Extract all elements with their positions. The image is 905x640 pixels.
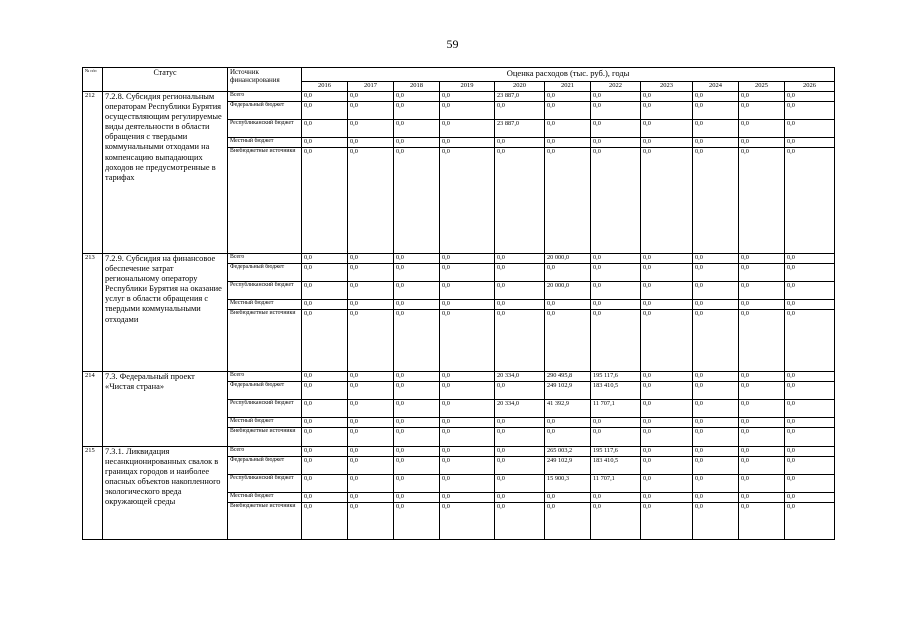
amount-cell: 23 887,0 [495,92,545,102]
amount-cell: 0,0 [348,120,394,138]
funding-source: Всего [228,372,302,382]
amount-cell: 0,0 [348,254,394,264]
amount-cell: 0,0 [394,400,440,418]
header-year: 2019 [440,82,495,92]
amount-cell: 0,0 [302,428,348,447]
amount-cell: 0,0 [693,447,739,457]
amount-cell: 0,0 [302,447,348,457]
amount-cell: 0,0 [440,503,495,540]
amount-cell: 0,0 [348,382,394,400]
amount-cell: 0,0 [394,372,440,382]
amount-cell: 11 707,1 [591,400,641,418]
amount-cell: 0,0 [785,493,835,503]
row-number: 212 [83,92,103,254]
amount-cell: 0,0 [394,92,440,102]
funding-source: Федеральный бюджет [228,457,302,475]
amount-cell: 0,0 [739,254,785,264]
amount-cell: 0,0 [739,148,785,254]
amount-cell: 0,0 [440,372,495,382]
amount-cell: 0,0 [693,372,739,382]
header-year: 2018 [394,82,440,92]
header-row [83,68,835,82]
amount-cell: 0,0 [785,92,835,102]
funding-source: Федеральный бюджет [228,264,302,282]
funding-source: Внебюджетные источники [228,148,302,254]
amount-cell: 0,0 [348,264,394,282]
header-estimate: Оценка расходов (тыс. руб.), годы [302,68,835,82]
row-number: 213 [83,254,103,372]
amount-cell: 0,0 [693,310,739,372]
amount-cell: 0,0 [591,418,641,428]
amount-cell: 0,0 [440,418,495,428]
amount-cell: 0,0 [693,457,739,475]
amount-cell: 15 900,3 [545,475,591,493]
amount-cell: 0,0 [591,282,641,300]
amount-cell: 20 000,0 [545,254,591,264]
funding-source: Местный бюджет [228,418,302,428]
amount-cell: 0,0 [739,447,785,457]
amount-cell: 0,0 [641,400,693,418]
amount-cell: 0,0 [641,493,693,503]
amount-cell: 0,0 [545,264,591,282]
amount-cell: 0,0 [440,102,495,120]
amount-cell: 11 707,1 [591,475,641,493]
amount-cell: 0,0 [302,254,348,264]
page-number: 59 [446,37,459,51]
amount-cell: 0,0 [440,254,495,264]
amount-cell: 0,0 [495,282,545,300]
amount-cell: 0,0 [495,382,545,400]
table-body [83,92,835,540]
amount-cell: 183 410,5 [591,382,641,400]
amount-cell: 0,0 [785,300,835,310]
amount-cell: 0,0 [348,447,394,457]
amount-cell: 0,0 [545,310,591,372]
amount-cell: 0,0 [394,475,440,493]
amount-cell: 0,0 [785,428,835,447]
amount-cell: 0,0 [348,102,394,120]
amount-cell: 195 117,6 [591,372,641,382]
amount-cell: 0,0 [495,493,545,503]
table-row [83,372,835,382]
amount-cell: 0,0 [394,503,440,540]
amount-cell: 0,0 [591,148,641,254]
amount-cell: 0,0 [302,400,348,418]
amount-cell: 0,0 [641,300,693,310]
amount-cell: 0,0 [440,457,495,475]
amount-cell: 0,0 [495,300,545,310]
amount-cell: 0,0 [739,382,785,400]
amount-cell: 0,0 [302,493,348,503]
amount-cell: 249 102,9 [545,382,591,400]
header-year: 2016 [302,82,348,92]
amount-cell: 0,0 [693,418,739,428]
amount-cell: 0,0 [394,254,440,264]
amount-cell: 0,0 [591,102,641,120]
amount-cell: 0,0 [302,264,348,282]
amount-cell: 0,0 [440,382,495,400]
amount-cell: 0,0 [440,92,495,102]
amount-cell: 0,0 [641,503,693,540]
funding-source: Внебюджетные источники [228,428,302,447]
amount-cell: 0,0 [440,282,495,300]
amount-cell: 0,0 [693,254,739,264]
amount-cell: 0,0 [591,138,641,148]
amount-cell: 0,0 [394,428,440,447]
amount-cell: 0,0 [739,372,785,382]
funding-source: Всего [228,92,302,102]
amount-cell: 0,0 [739,120,785,138]
amount-cell: 0,0 [693,264,739,282]
amount-cell: 0,0 [495,428,545,447]
header-year: 2025 [739,82,785,92]
amount-cell: 0,0 [348,92,394,102]
table-row [83,254,835,264]
amount-cell: 0,0 [302,475,348,493]
amount-cell: 0,0 [693,120,739,138]
header-num: № п/п [83,68,103,92]
amount-cell: 0,0 [693,382,739,400]
amount-cell: 0,0 [545,102,591,120]
funding-source: Республиканский бюджет [228,400,302,418]
amount-cell: 0,0 [641,102,693,120]
amount-cell: 0,0 [641,254,693,264]
amount-cell: 0,0 [440,300,495,310]
amount-cell: 0,0 [394,310,440,372]
amount-cell: 0,0 [591,300,641,310]
amount-cell: 0,0 [641,457,693,475]
amount-cell: 0,0 [495,447,545,457]
amount-cell: 0,0 [591,254,641,264]
amount-cell: 0,0 [545,428,591,447]
amount-cell: 0,0 [739,264,785,282]
amount-cell: 0,0 [641,120,693,138]
amount-cell: 0,0 [785,282,835,300]
amount-cell: 0,0 [739,92,785,102]
amount-cell: 41 392,9 [545,400,591,418]
amount-cell: 0,0 [693,282,739,300]
row-number: 214 [83,372,103,447]
amount-cell: 0,0 [785,447,835,457]
amount-cell: 0,0 [394,382,440,400]
amount-cell: 0,0 [641,148,693,254]
amount-cell: 0,0 [785,138,835,148]
amount-cell: 0,0 [394,120,440,138]
amount-cell: 0,0 [693,148,739,254]
amount-cell: 0,0 [785,382,835,400]
amount-cell: 0,0 [545,300,591,310]
amount-cell: 0,0 [641,138,693,148]
amount-cell: 0,0 [495,418,545,428]
row-status: 7.3. Федеральный проект «Чистая страна» [103,372,228,447]
amount-cell: 290 495,8 [545,372,591,382]
amount-cell: 0,0 [348,418,394,428]
amount-cell: 0,0 [394,138,440,148]
amount-cell: 0,0 [348,428,394,447]
amount-cell: 0,0 [693,475,739,493]
amount-cell: 0,0 [545,120,591,138]
amount-cell: 0,0 [739,428,785,447]
amount-cell: 20 000,0 [545,282,591,300]
amount-cell: 0,0 [641,310,693,372]
amount-cell: 0,0 [348,457,394,475]
amount-cell: 0,0 [348,503,394,540]
amount-cell: 0,0 [348,475,394,493]
header-year: 2026 [785,82,835,92]
amount-cell: 0,0 [348,400,394,418]
amount-cell: 0,0 [302,92,348,102]
amount-cell: 0,0 [302,300,348,310]
amount-cell: 0,0 [591,493,641,503]
amount-cell: 0,0 [641,418,693,428]
funding-source: Всего [228,254,302,264]
funding-source: Местный бюджет [228,138,302,148]
amount-cell: 0,0 [495,264,545,282]
amount-cell: 0,0 [545,92,591,102]
amount-cell: 0,0 [641,264,693,282]
amount-cell: 0,0 [739,418,785,428]
funding-source: Внебюджетные источники [228,310,302,372]
amount-cell: 0,0 [302,503,348,540]
amount-cell: 0,0 [739,400,785,418]
funding-source: Федеральный бюджет [228,102,302,120]
amount-cell: 0,0 [495,503,545,540]
amount-cell: 0,0 [440,428,495,447]
header-year: 2021 [545,82,591,92]
amount-cell: 0,0 [302,282,348,300]
amount-cell: 0,0 [495,310,545,372]
header-year: 2022 [591,82,641,92]
amount-cell: 0,0 [641,372,693,382]
amount-cell: 0,0 [302,457,348,475]
amount-cell: 0,0 [739,493,785,503]
header-year: 2023 [641,82,693,92]
header-year: 2017 [348,82,394,92]
amount-cell: 0,0 [739,102,785,120]
amount-cell: 0,0 [394,457,440,475]
amount-cell: 0,0 [739,138,785,148]
amount-cell: 0,0 [785,254,835,264]
funding-source: Республиканский бюджет [228,282,302,300]
amount-cell: 0,0 [302,372,348,382]
amount-cell: 0,0 [440,475,495,493]
amount-cell: 0,0 [785,310,835,372]
amount-cell: 183 410,5 [591,457,641,475]
amount-cell: 0,0 [495,457,545,475]
amount-cell: 0,0 [693,138,739,148]
amount-cell: 0,0 [693,92,739,102]
header-source: Источник финансирования [228,68,302,92]
amount-cell: 0,0 [693,493,739,503]
amount-cell: 0,0 [545,493,591,503]
amount-cell: 0,0 [591,92,641,102]
amount-cell: 0,0 [302,382,348,400]
table-row [83,447,835,457]
amount-cell: 0,0 [693,102,739,120]
funding-source: Федеральный бюджет [228,382,302,400]
amount-cell: 0,0 [348,493,394,503]
header-status: Статус [103,68,228,92]
amount-cell: 20 334,0 [495,400,545,418]
amount-cell: 0,0 [440,447,495,457]
amount-cell: 0,0 [641,428,693,447]
amount-cell: 0,0 [394,102,440,120]
funding-source: Всего [228,447,302,457]
amount-cell: 0,0 [348,310,394,372]
amount-cell: 0,0 [302,148,348,254]
amount-cell: 0,0 [394,264,440,282]
header-year: 2020 [495,82,545,92]
amount-cell: 0,0 [440,493,495,503]
funding-source: Внебюджетные источники [228,503,302,540]
amount-cell: 0,0 [394,148,440,254]
amount-cell: 0,0 [495,475,545,493]
amount-cell: 0,0 [495,138,545,148]
amount-cell: 0,0 [440,148,495,254]
amount-cell: 265 003,2 [545,447,591,457]
amount-cell: 0,0 [440,310,495,372]
amount-cell: 0,0 [545,418,591,428]
amount-cell: 0,0 [785,400,835,418]
amount-cell: 0,0 [641,447,693,457]
amount-cell: 0,0 [394,300,440,310]
funding-source: Местный бюджет [228,493,302,503]
amount-cell: 20 334,0 [495,372,545,382]
header-year: 2024 [693,82,739,92]
amount-cell: 0,0 [641,475,693,493]
amount-cell: 0,0 [591,428,641,447]
row-status: 7.2.8. Субсидия региональным операторам Республики Бурятия осуществляющим регулируемые виды деятельности в области обращения с твердыми коммунальными отходами на компенсацию выпадающих доходов не предусмотренные в тарифах [103,92,228,254]
amount-cell: 0,0 [641,282,693,300]
amount-cell: 0,0 [440,138,495,148]
amount-cell: 0,0 [394,493,440,503]
amount-cell: 0,0 [302,120,348,138]
amount-cell: 0,0 [693,503,739,540]
amount-cell: 249 102,9 [545,457,591,475]
amount-cell: 195 117,6 [591,447,641,457]
amount-cell: 0,0 [495,148,545,254]
budget-table [82,67,835,540]
amount-cell: 0,0 [739,457,785,475]
amount-cell: 0,0 [785,503,835,540]
amount-cell: 0,0 [440,400,495,418]
row-status: 7.2.9. Субсидия на финансовое обеспечение затрат региональному оператору Республики Бурятия на оказание услуг в области обращения с твердыми коммунальными отходами [103,254,228,372]
row-number: 215 [83,447,103,540]
amount-cell: 0,0 [545,138,591,148]
amount-cell: 0,0 [302,310,348,372]
amount-cell: 0,0 [348,300,394,310]
amount-cell: 0,0 [440,120,495,138]
amount-cell: 0,0 [785,475,835,493]
amount-cell: 0,0 [739,282,785,300]
amount-cell: 0,0 [641,92,693,102]
funding-source: Республиканский бюджет [228,475,302,493]
amount-cell: 0,0 [440,264,495,282]
amount-cell: 0,0 [693,400,739,418]
row-status: 7.3.1. Ликвидация несанкционированных свалок в границах городов и наиболее опасных объектов накопленного экологического вреда окружающей среды [103,447,228,540]
amount-cell: 0,0 [495,254,545,264]
amount-cell: 0,0 [302,138,348,148]
funding-source: Местный бюджет [228,300,302,310]
amount-cell: 0,0 [394,418,440,428]
amount-cell: 0,0 [739,503,785,540]
amount-cell: 0,0 [591,120,641,138]
amount-cell: 0,0 [739,475,785,493]
amount-cell: 0,0 [348,282,394,300]
amount-cell: 0,0 [785,372,835,382]
amount-cell: 0,0 [302,418,348,428]
amount-cell: 0,0 [545,148,591,254]
amount-cell: 0,0 [785,148,835,254]
amount-cell: 0,0 [591,310,641,372]
amount-cell: 0,0 [641,382,693,400]
amount-cell: 23 887,0 [495,120,545,138]
amount-cell: 0,0 [394,282,440,300]
amount-cell: 0,0 [348,148,394,254]
amount-cell: 0,0 [545,503,591,540]
amount-cell: 0,0 [785,120,835,138]
amount-cell: 0,0 [739,300,785,310]
amount-cell: 0,0 [394,447,440,457]
amount-cell: 0,0 [348,372,394,382]
amount-cell: 0,0 [785,264,835,282]
amount-cell: 0,0 [495,102,545,120]
amount-cell: 0,0 [693,428,739,447]
amount-cell: 0,0 [302,102,348,120]
amount-cell: 0,0 [785,457,835,475]
amount-cell: 0,0 [785,418,835,428]
amount-cell: 0,0 [785,102,835,120]
funding-source: Республиканский бюджет [228,120,302,138]
table-row [83,92,835,102]
amount-cell: 0,0 [693,300,739,310]
amount-cell: 0,0 [739,310,785,372]
amount-cell: 0,0 [591,503,641,540]
amount-cell: 0,0 [348,138,394,148]
amount-cell: 0,0 [591,264,641,282]
